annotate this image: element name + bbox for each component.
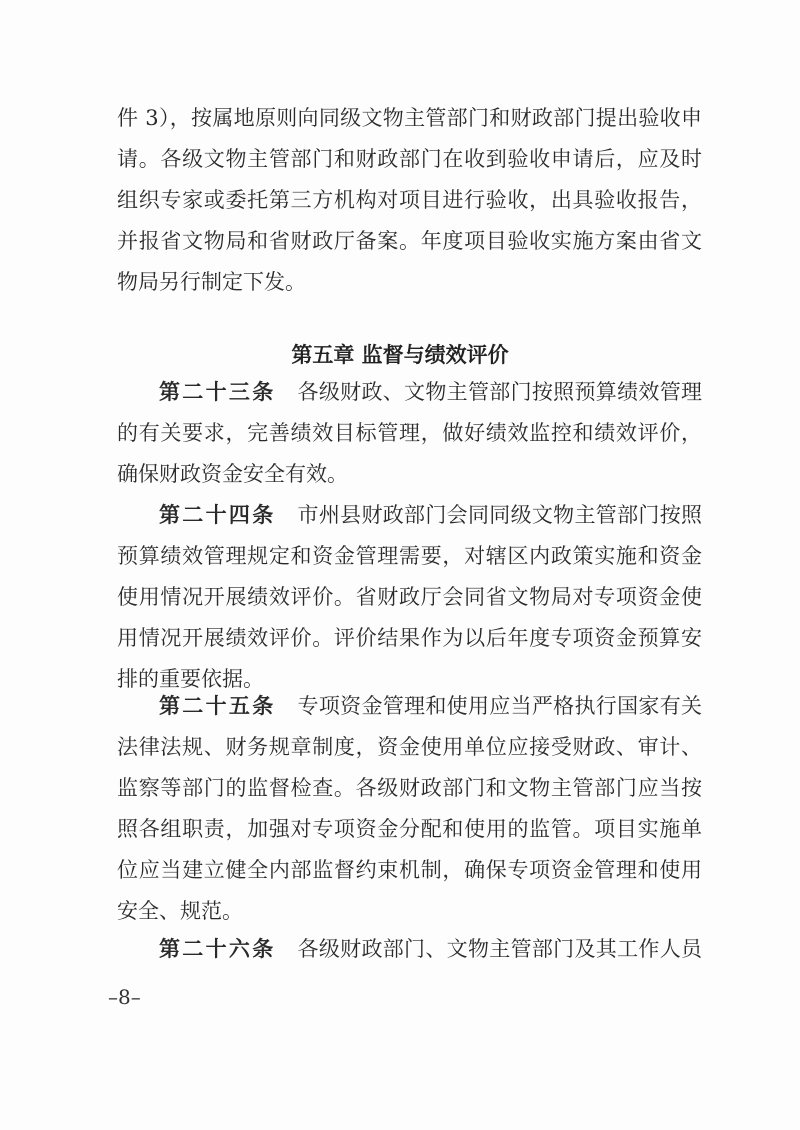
article-line: 用情况开展绩效评价。评价结果作为以后年度专项资金预算安 (117, 626, 702, 650)
article-23 (117, 372, 702, 495)
article-first-line (117, 686, 702, 727)
article-line: 安全、规范。 (117, 899, 243, 923)
article-label: 第二十六条 (159, 937, 276, 961)
article-line: 法律法规、财务规章制度，资金使用单位应接受财政、审计、 (117, 735, 702, 759)
intro-line: 组织专家或委托第三方机构对项目进行验收，出具验收报告， (117, 188, 702, 212)
article-line: 位应当建立健全内部监督约束机制，确保专项资金管理和使用 (117, 858, 702, 882)
article-line: 排的重要依据。 (117, 667, 264, 691)
intro-line: 物局另行制定下发。 (117, 270, 306, 294)
article-first-line (117, 372, 702, 413)
intro-line: 请。各级文物主管部门和财政部门在收到验收申请后，应及时 (117, 147, 702, 171)
article-25 (117, 686, 702, 932)
article-line: 照各组职责，加强对专项资金分配和使用的监管。项目实施单 (117, 817, 702, 841)
article-line: 监察等部门的监督检查。各级财政部门和文物主管部门应当按 (117, 776, 702, 800)
article-line: 确保财政资金安全有效。 (117, 462, 348, 486)
article-first-text: 市州县财政部门会同同级文物主管部门按照 (297, 503, 703, 527)
article-label: 第二十四条 (159, 503, 276, 527)
intro-line: 并报省文物局和省财政厅备案。年度项目验收实施方案由省文 (117, 229, 702, 253)
article-line: 预算绩效管理规定和资金管理需要，对辖区内政策实施和资金 (117, 544, 702, 568)
page-number: –8– (108, 985, 141, 1009)
article-24 (117, 495, 702, 700)
article-line: 使用情况开展绩效评价。省财政厅会同省文物局对专项资金使 (117, 585, 702, 609)
article-first-text: 专项资金管理和使用应当严格执行国家有关 (297, 694, 703, 718)
article-first-text: 各级财政部门、文物主管部门及其工作人员 (297, 937, 703, 961)
article-line: 的有关要求，完善绩效目标管理，做好绩效监控和绩效评价， (117, 421, 702, 445)
article-26 (117, 929, 702, 970)
article-label: 第二十三条 (159, 380, 276, 404)
article-first-line (117, 929, 702, 970)
article-label: 第二十五条 (159, 694, 276, 718)
article-first-text: 各级财政、文物主管部门按照预算绩效管理 (297, 380, 703, 404)
article-first-line (117, 495, 702, 536)
chapter-title: 第五章 监督与绩效评价 (291, 343, 509, 367)
intro-line: 件 3），按属地原则向同级文物主管部门和财政部门提出验收申 (117, 106, 702, 130)
intro-paragraph (117, 98, 702, 303)
